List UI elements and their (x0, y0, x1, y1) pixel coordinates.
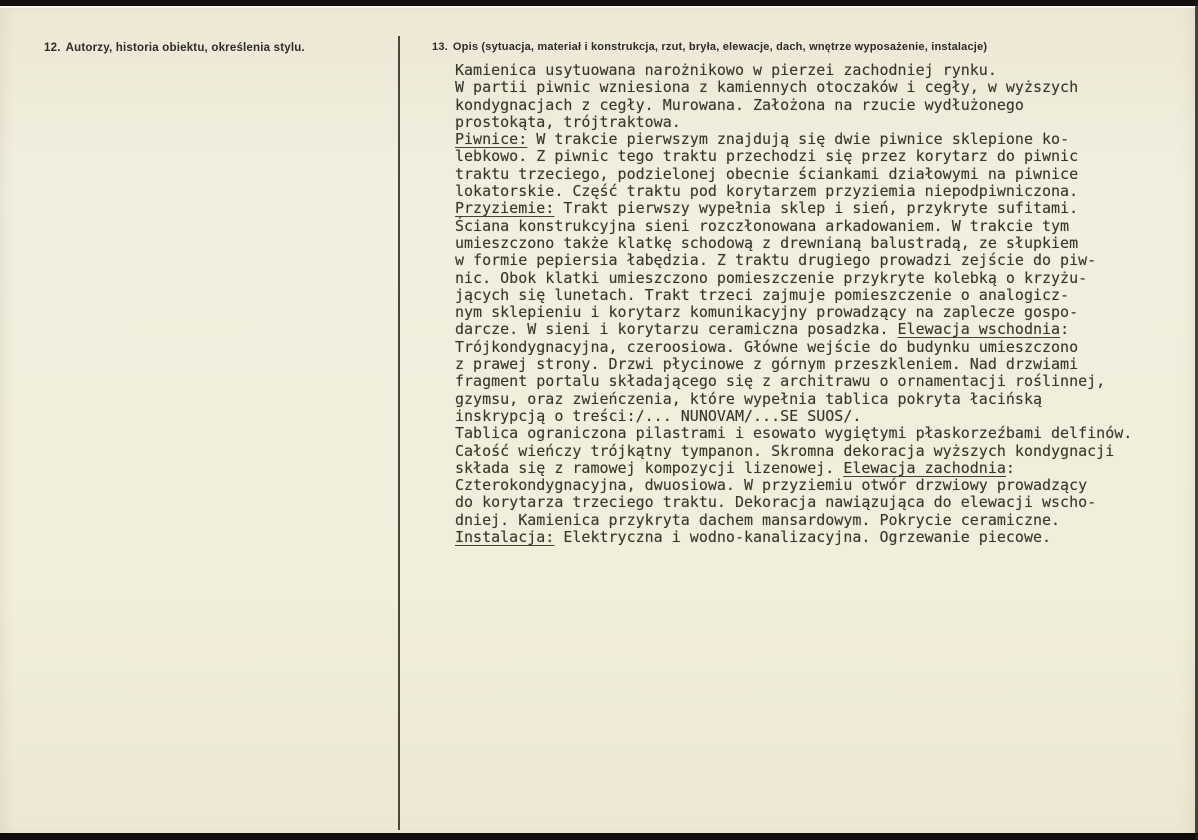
typewritten-line (455, 321, 1175, 338)
text-segment: : (1005, 458, 1015, 477)
typewritten-line (455, 97, 1175, 114)
underlined-term: Elewacja wschodnia (897, 320, 1061, 339)
typewritten-line (455, 287, 1175, 304)
typewritten-line (455, 148, 1175, 165)
text-segment: z prawej strony. Drzwi płycinowe z górnym przeszkleniem. Nad drzwiami (455, 355, 1079, 374)
section-12-title: Autorzy, historia obiektu, określenia stylu. (65, 42, 305, 54)
underlined-term: Instalacja: (455, 528, 555, 547)
text-segment: do korytarza trzeciego traktu. Dekoracja nawiązująca do elewacji wscho- (455, 493, 1097, 512)
card-top-edge-highlight (0, 6, 1198, 8)
typewritten-line (455, 252, 1175, 269)
text-segment: W trakcie pierwszym znajdują się dwie piwnice sklepione ko- (527, 130, 1070, 149)
underlined-term: Piwnice: (455, 130, 528, 149)
section-13-number: 13. (432, 41, 448, 53)
section-13-header (432, 41, 987, 53)
typewritten-line (455, 235, 1175, 252)
section-12-number: 12. (44, 42, 61, 54)
column-divider-line (398, 36, 400, 830)
typewritten-line (455, 512, 1175, 529)
underlined-term: Przyziemie: (455, 199, 555, 218)
typewritten-line (455, 131, 1175, 148)
typewritten-line (455, 373, 1175, 390)
typewritten-line (455, 218, 1175, 235)
typewritten-line (455, 356, 1175, 373)
text-segment: prostokąta, trójtraktowa. (455, 112, 681, 131)
text-segment: dniej. Kamienica przykryta dachem mansardowym. Pokrycie ceramiczne. (455, 510, 1061, 529)
typewritten-line (455, 529, 1175, 546)
typewritten-line (455, 62, 1175, 79)
text-segment: Trójkondygnacyjna, czeroosiowa. Główne wejście do budynku umieszczono (455, 337, 1079, 356)
text-segment: jących się lunetach. Trakt trzeci zajmuje pomieszczenie o analogicz- (455, 285, 1070, 304)
typewritten-line (455, 494, 1175, 511)
text-segment: darcze. W sieni i korytarzu ceramiczna posadzka. (455, 320, 898, 339)
typewritten-line (455, 460, 1175, 477)
section-13-title: Opis (sytuacja, materiał i konstrukcja, rzut, bryła, elewacje, dach, wnętrze wyposażenie, instalacje) (452, 41, 988, 53)
text-segment: Całość wieńczy trójkątny tympanon. Skromna dekoracja wyższych kondygnacji (455, 441, 1115, 460)
text-segment: Ściana konstrukcyjna sieni rozczłonowana arkadowaniem. W trakcie tym (455, 216, 1070, 235)
text-segment: składa się z ramowej kompozycji lizenowej. (455, 458, 844, 477)
text-segment: Elektryczna i wodno-kanalizacyjna. Ogrzewanie piecowe. (554, 528, 1052, 547)
typewritten-line (455, 443, 1175, 460)
typewritten-line (455, 166, 1175, 183)
text-segment: nym sklepieniu i korytarz komunikacyjny prowadzący na zaplecze gospo- (455, 303, 1079, 322)
text-segment: Kamienica usytuowana narożnikowo w pierzei zachodniej rynku. (455, 61, 997, 79)
typewritten-line (455, 200, 1175, 217)
text-segment: lebkowo. Z piwnic tego traktu przechodzi się przez korytarz do piwnic (455, 147, 1079, 166)
typewritten-line (455, 114, 1175, 131)
text-segment: traktu trzeciego, podzielonej obecnie ściankami działowymi na piwnice (455, 164, 1079, 183)
typewritten-line (455, 425, 1175, 442)
text-segment: W partii piwnic wzniesiona z kamiennych otoczaków i cegły, w wyższych (455, 78, 1079, 97)
text-segment: inskrypcją o treści:/... NUNOVAM/...SE SUOS/. (455, 406, 862, 425)
typewritten-line (455, 183, 1175, 200)
typewritten-line (455, 270, 1175, 287)
text-segment: nic. Obok klatki umieszczono pomieszczenie przykryte kolebką o krzyżu- (455, 268, 1088, 287)
text-segment: umieszczono także klatkę schodową z drewnianą balustradą, ze słupkiem (455, 233, 1079, 252)
section-12-header (44, 42, 305, 54)
text-segment: fragment portalu składającego się z architrawu o ornamentacji roślinnej, (455, 372, 1106, 391)
underlined-term: Elewacja zachodnia (843, 458, 1006, 477)
typewritten-line (455, 304, 1175, 321)
typewritten-line (455, 79, 1175, 96)
text-segment: lokatorskie. Część traktu pod korytarzem przyziemia niepodpiwniczona. (455, 182, 1079, 201)
text-segment: kondygnacjach z cegły. Murowana. Założona na rzucie wydłużonego (455, 95, 1024, 114)
text-segment: w formie pepiersia łabędzia. Z traktu drugiego prowadzi zejście do piw- (455, 251, 1097, 270)
text-segment: Czterokondygnacyjna, dwuosiowa. W przyziemiu otwór drzwiowy prowadzący (455, 476, 1088, 495)
typewritten-line (455, 477, 1175, 494)
text-segment: gzymsu, oraz zwieńczenia, które wypełnia tablica pokryta łacińską (455, 389, 1042, 408)
typewritten-line (455, 408, 1175, 425)
typewritten-description (455, 62, 1175, 546)
text-segment: : (1060, 320, 1070, 339)
typewritten-line (455, 339, 1175, 356)
typewritten-line (455, 391, 1175, 408)
text-segment: Tablica ograniczona pilastrami i esowato wygiętymi płaskorzeźbami delfinów. (455, 424, 1133, 443)
scan-bottom-edge (0, 833, 1198, 840)
text-segment: Trakt pierwszy wypełnia sklep i sień, przykryte sufitami. (554, 199, 1079, 218)
